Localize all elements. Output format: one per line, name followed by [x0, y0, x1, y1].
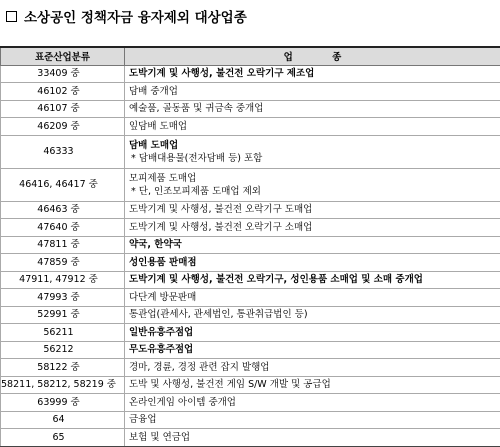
table-header-row [1, 47, 500, 65]
industry-code-cell: 56212 [1, 341, 125, 359]
table-row [1, 118, 500, 136]
table-row [1, 324, 500, 342]
table-row [1, 289, 500, 307]
table-row [1, 254, 500, 272]
business-type-text: 예술품, 골동품 및 귀금속 중개업 [129, 103, 263, 114]
business-type-cell [125, 236, 500, 254]
business-type-text: 도박기계 및 사행성, 불건전 오락기구 소매업 [129, 222, 312, 233]
business-type-cell [125, 83, 500, 101]
business-type-cell [125, 306, 500, 324]
header-business-type: 업 종 [125, 47, 500, 65]
business-type-note: * 담배대용물(전자담배 등) 포함 [129, 152, 496, 165]
business-type-text: 약국, 한약국 [129, 239, 182, 250]
business-type-text: 금융업 [129, 414, 157, 425]
industry-code-cell: 58122 중 [1, 359, 125, 377]
header-industry-code: 표준산업분류 [1, 47, 125, 65]
business-type-text: 담배 중개업 [129, 86, 178, 97]
industry-code-cell: 56211 [1, 324, 125, 342]
table-row [1, 219, 500, 237]
excluded-industries-table [0, 46, 500, 447]
industry-code-cell: 47640 중 [1, 219, 125, 237]
table-row [1, 135, 500, 168]
industry-code-cell: 63999 중 [1, 394, 125, 412]
table-row [1, 411, 500, 429]
industry-code-cell: 46416, 46417 중 [1, 168, 125, 201]
table-row [1, 168, 500, 201]
business-type-cell [125, 411, 500, 429]
industry-code-cell: 65 [1, 429, 125, 447]
industry-code-cell: 46209 중 [1, 118, 125, 136]
table-row [1, 83, 500, 101]
business-type-text: 통관업(관세사, 관세법인, 통관취급법인 등) [129, 309, 308, 320]
table-row [1, 429, 500, 447]
industry-code-cell: 47811 중 [1, 236, 125, 254]
business-type-text: 도박 및 사행성, 불건전 게임 S/W 개발 및 공급업 [129, 379, 331, 390]
business-type-text: 성인용품 판매점 [129, 257, 197, 268]
table-row [1, 359, 500, 377]
industry-code-cell: 33409 중 [1, 65, 125, 83]
business-type-cell [125, 135, 500, 168]
business-type-text: 잎담배 도매업 [129, 121, 187, 132]
checkbox-square-icon [6, 11, 17, 22]
business-type-cell [125, 65, 500, 83]
industry-code-cell: 46107 중 [1, 100, 125, 118]
business-type-text: 경마, 경륜, 경정 관련 잡지 발행업 [129, 362, 269, 373]
business-type-text: 모피제품 도매업 [129, 173, 196, 184]
industry-code-cell: 46102 중 [1, 83, 125, 101]
table-row [1, 236, 500, 254]
industry-code-cell: 47993 중 [1, 289, 125, 307]
business-type-cell [125, 289, 500, 307]
industry-code-cell: 64 [1, 411, 125, 429]
page-title-text: 소상공인 정책자금 융자제외 대상업종 [24, 6, 247, 26]
industry-code-cell: 47911, 47912 중 [1, 271, 125, 289]
business-type-cell [125, 341, 500, 359]
business-type-text: 도박기계 및 사행성, 불건전 오락기구, 성인용품 소매업 및 소매 중개업 [129, 274, 423, 285]
business-type-cell [125, 168, 500, 201]
business-type-cell [125, 201, 500, 219]
business-type-text: 무도유흥주점업 [129, 344, 193, 355]
table-row [1, 201, 500, 219]
business-type-cell [125, 100, 500, 118]
business-type-text: 다단계 방문판매 [129, 292, 196, 303]
industry-code-cell: 47859 중 [1, 254, 125, 272]
business-type-cell [125, 376, 500, 394]
business-type-cell [125, 219, 500, 237]
business-type-text: 담배 도매업 [129, 140, 178, 151]
page-title [6, 6, 247, 26]
table-row [1, 65, 500, 83]
business-type-cell [125, 359, 500, 377]
business-type-text: 보험 및 연금업 [129, 432, 190, 443]
business-type-cell [125, 324, 500, 342]
table-row [1, 306, 500, 324]
business-type-cell [125, 118, 500, 136]
industry-code-cell: 52991 중 [1, 306, 125, 324]
business-type-note: * 단, 인조모피제품 도매업 제외 [129, 185, 496, 198]
business-type-text: 도박기계 및 사행성, 불건전 오락기구 도매업 [129, 204, 312, 215]
table-row [1, 341, 500, 359]
business-type-cell [125, 429, 500, 447]
business-type-text: 온라인게임 아이템 중개업 [129, 397, 236, 408]
business-type-cell [125, 254, 500, 272]
table-row [1, 394, 500, 412]
industry-code-cell: 46333 [1, 135, 125, 168]
industry-code-cell: 58211, 58212, 58219 중 [1, 376, 125, 394]
industry-code-cell: 46463 중 [1, 201, 125, 219]
business-type-text: 일반유흥주점업 [129, 327, 193, 338]
business-type-cell [125, 271, 500, 289]
business-type-cell [125, 394, 500, 412]
table-row [1, 100, 500, 118]
table-row [1, 376, 500, 394]
table-row [1, 271, 500, 289]
business-type-text: 도박기계 및 사행성, 불건전 오락기구 제조업 [129, 68, 314, 79]
